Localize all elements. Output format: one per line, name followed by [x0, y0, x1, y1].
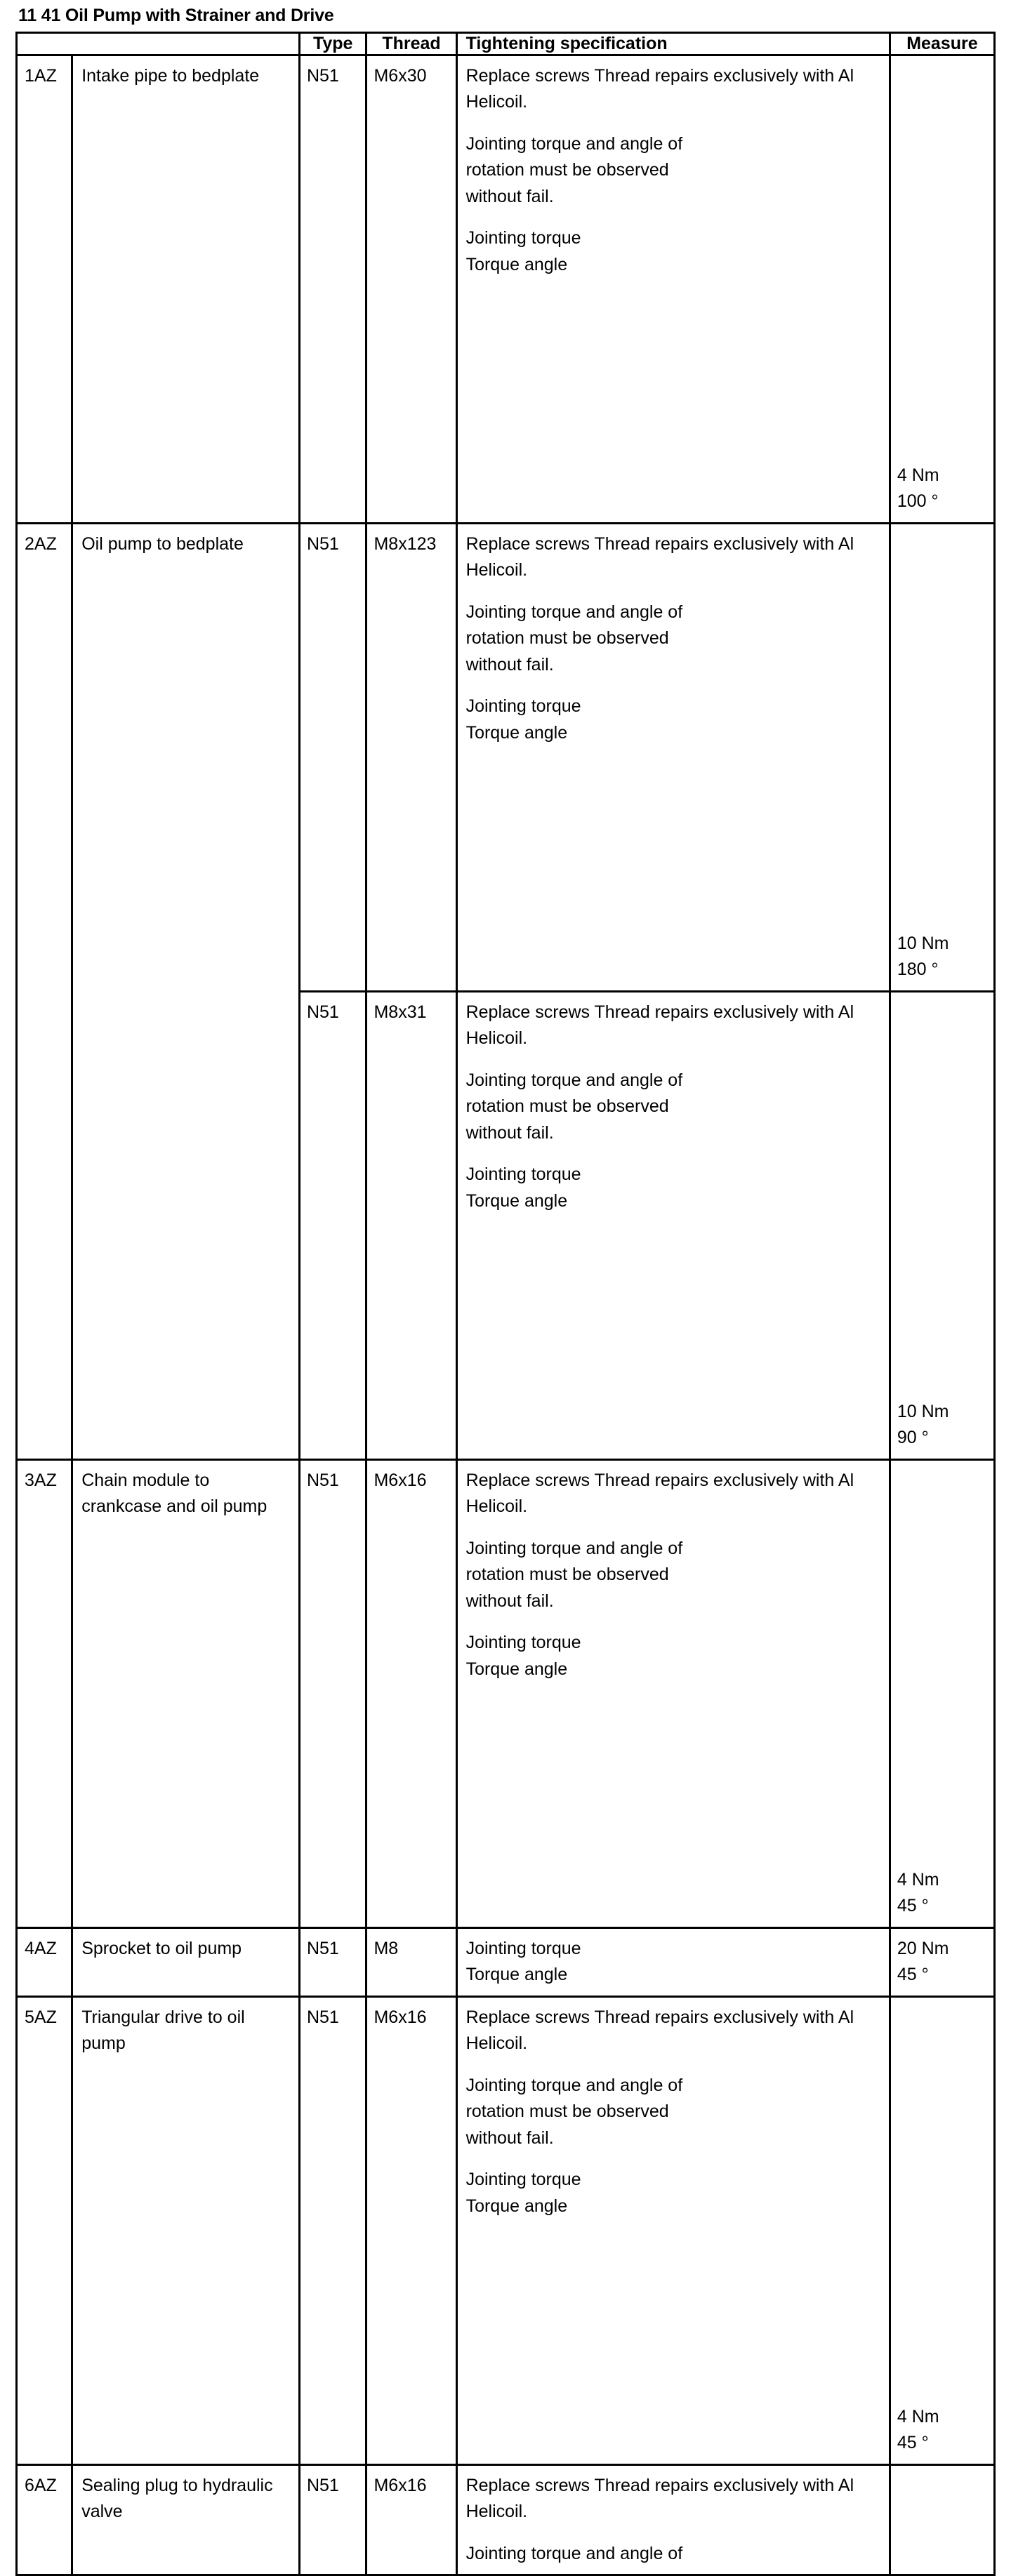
- torque-angle-label: Torque angle: [465, 1659, 568, 1679]
- row-type: N51: [306, 2475, 339, 2495]
- jointing-torque-label: Jointing torque: [465, 696, 581, 716]
- row-description: Sealing plug to hydraulic valve: [81, 2475, 273, 2521]
- jointing-note-line-3: without fail.: [465, 1591, 554, 1611]
- row-type: N51: [306, 1938, 339, 1958]
- jointing-note-line-1: Jointing torque and angle of: [465, 1538, 683, 1558]
- jointing-torque-label: Jointing torque: [465, 2170, 581, 2189]
- replace-screws-note: Replace screws Thread repairs exclusively with Al Helicoil.: [465, 2475, 854, 2521]
- row-thread-cell: [366, 523, 456, 991]
- row-id: 6AZ: [25, 2475, 57, 2495]
- row-description: Triangular drive to oil pump: [81, 2007, 245, 2053]
- row-id-cell: [17, 1459, 72, 1927]
- row-type: N51: [306, 1470, 339, 1490]
- replace-screws-note: Replace screws Thread repairs exclusively with Al Helicoil.: [465, 1470, 854, 1516]
- row-description: Oil pump to bedplate: [81, 533, 244, 554]
- row-measure-cell: [890, 1459, 994, 1927]
- table-header: [17, 32, 995, 55]
- row-type-cell: [299, 55, 366, 523]
- torque-angle-value: 100 °: [897, 491, 939, 511]
- row-id-cell: [17, 1996, 72, 2464]
- row-thread-cell: [366, 991, 456, 1459]
- row-type-cell: [299, 1927, 366, 1996]
- table-row: [17, 1927, 995, 1996]
- jointing-note-line-2: rotation must be observed: [465, 2102, 669, 2121]
- row-description-cell: [72, 1996, 300, 2464]
- column-header-measure: Measure: [890, 32, 994, 55]
- row-description-cell: [72, 523, 300, 1459]
- table-row: [17, 1996, 995, 2464]
- column-header-tightening-specification: Tightening specification: [456, 32, 890, 55]
- row-thread-cell: [366, 2464, 456, 2575]
- table-row: [17, 1459, 995, 1927]
- jointing-torque-value: 20 Nm: [897, 1938, 949, 1958]
- row-type-cell: [299, 991, 366, 1459]
- table-row: [17, 2464, 995, 2575]
- torque-angle-value: 45 °: [897, 1896, 929, 1916]
- replace-screws-note: Replace screws Thread repairs exclusively with Al Helicoil.: [465, 2007, 854, 2053]
- jointing-note-line-2: rotation must be observed: [465, 160, 669, 180]
- jointing-torque-label: Jointing torque: [465, 1633, 581, 1652]
- jointing-note: [466, 599, 882, 679]
- row-type: N51: [306, 65, 339, 86]
- row-measure-cell: [890, 1996, 994, 2464]
- row-measure-cell: [890, 2464, 994, 2575]
- row-measure-cell: [890, 1927, 994, 1996]
- torque-angle-label: Torque angle: [465, 2196, 568, 2216]
- row-description-cell: [72, 2464, 300, 2575]
- torque-angle-value: 45 °: [897, 2433, 929, 2452]
- row-type: N51: [306, 2007, 339, 2027]
- replace-screws-note: Replace screws Thread repairs exclusively with Al Helicoil.: [465, 533, 854, 580]
- jointing-torque-value: 10 Nm: [897, 1401, 949, 1421]
- jointing-torque-label: Jointing torque: [465, 1938, 581, 1958]
- row-id-cell: [17, 2464, 72, 2575]
- row-thread: M6x16: [374, 2007, 427, 2027]
- jointing-note-cut: Jointing torque and angle of: [465, 2543, 683, 2563]
- row-description: Sprocket to oil pump: [81, 1938, 242, 1958]
- jointing-note-line-1: Jointing torque and angle of: [465, 1070, 683, 1090]
- torque-angle-value: 90 °: [897, 1428, 929, 1447]
- row-id: 4AZ: [25, 1938, 57, 1958]
- row-measure-cell: [890, 55, 994, 523]
- torque-angle-value: 45 °: [897, 1965, 929, 1984]
- row-description: Chain module to crankcase and oil pump: [81, 1470, 267, 1516]
- table-header-row: [17, 32, 995, 55]
- row-thread-cell: [366, 1996, 456, 2464]
- row-thread-cell: [366, 1927, 456, 1996]
- jointing-torque-label: Jointing torque: [465, 228, 581, 248]
- jointing-torque-value: 4 Nm: [897, 2406, 939, 2426]
- table-body: [17, 55, 995, 2575]
- row-description-cell: [72, 1927, 300, 1996]
- row-type: N51: [306, 1002, 339, 1022]
- jointing-note-line-1: Jointing torque and angle of: [465, 2075, 683, 2095]
- jointing-note-line-1: Jointing torque and angle of: [465, 602, 683, 622]
- jointing-torque-label: Jointing torque: [465, 1164, 581, 1184]
- jointing-note: [466, 1536, 882, 1615]
- table-row: [17, 55, 995, 523]
- row-thread: M8x31: [374, 1002, 427, 1022]
- jointing-note-line-2: rotation must be observed: [465, 1565, 669, 1584]
- row-thread: M6x16: [374, 1470, 427, 1490]
- replace-screws-note: Replace screws Thread repairs exclusively with Al Helicoil.: [465, 65, 854, 112]
- row-thread: M6x30: [374, 65, 427, 86]
- row-id: 3AZ: [25, 1470, 57, 1490]
- jointing-note-line-3: without fail.: [465, 1122, 554, 1143]
- row-id: 5AZ: [25, 2007, 57, 2027]
- row-tightening-cell: [456, 1927, 890, 1996]
- table-row: [17, 523, 995, 991]
- replace-screws-note: Replace screws Thread repairs exclusively with Al Helicoil.: [465, 1002, 854, 1048]
- torque-angle-label: Torque angle: [465, 722, 568, 743]
- row-tightening-cell: [456, 1459, 890, 1927]
- row-tightening-cell: [456, 2464, 890, 2575]
- row-type-cell: [299, 1996, 366, 2464]
- torque-angle-label: Torque angle: [465, 1965, 568, 1984]
- row-tightening-cell: [456, 1996, 890, 2464]
- row-id: 2AZ: [25, 533, 57, 554]
- row-tightening-cell: [456, 55, 890, 523]
- row-id-cell: [17, 1927, 72, 1996]
- jointing-note-line-3: without fail.: [465, 2127, 554, 2148]
- jointing-note: [466, 1068, 882, 1147]
- tightening-specification-table: [15, 32, 996, 2576]
- column-header-thread: Thread: [366, 32, 456, 55]
- row-thread: M8x123: [374, 533, 437, 554]
- row-thread: M6x16: [374, 2475, 427, 2495]
- row-type-cell: [299, 2464, 366, 2575]
- row-description-cell: [72, 1459, 300, 1927]
- row-thread-cell: [366, 55, 456, 523]
- row-id-cell: [17, 55, 72, 523]
- row-description-cell: [72, 55, 300, 523]
- measure-empty: [891, 2466, 993, 2480]
- column-header-description: [17, 32, 300, 55]
- jointing-note-line-1: Jointing torque and angle of: [465, 133, 683, 154]
- jointing-note-line-2: rotation must be observed: [465, 628, 669, 648]
- row-thread: M8: [374, 1938, 399, 1958]
- jointing-note-line-2: rotation must be observed: [465, 1096, 669, 1116]
- jointing-torque-value: 4 Nm: [897, 465, 939, 485]
- row-type-cell: [299, 1459, 366, 1927]
- row-type-cell: [299, 523, 366, 991]
- row-id: 1AZ: [25, 65, 57, 86]
- jointing-note-line-3: without fail.: [465, 186, 554, 206]
- row-type: N51: [306, 533, 339, 554]
- row-measure-cell: [890, 523, 994, 991]
- jointing-note: [466, 2073, 882, 2152]
- jointing-note-line-3: without fail.: [465, 654, 554, 675]
- row-description: Intake pipe to bedplate: [81, 65, 260, 86]
- page-title: 11 41 Oil Pump with Strainer and Drive: [18, 6, 334, 25]
- jointing-torque-value: 10 Nm: [897, 933, 949, 953]
- torque-angle-label: Torque angle: [465, 254, 568, 274]
- torque-angle-label: Torque angle: [465, 1190, 568, 1211]
- row-thread-cell: [366, 1459, 456, 1927]
- torque-angle-value: 180 °: [897, 960, 939, 979]
- row-measure-cell: [890, 991, 994, 1459]
- column-header-type: Type: [299, 32, 366, 55]
- row-tightening-cell: [456, 523, 890, 991]
- jointing-torque-value: 4 Nm: [897, 1869, 939, 1890]
- jointing-note: [466, 131, 882, 211]
- row-id-cell: [17, 523, 72, 1459]
- row-tightening-cell: [456, 991, 890, 1459]
